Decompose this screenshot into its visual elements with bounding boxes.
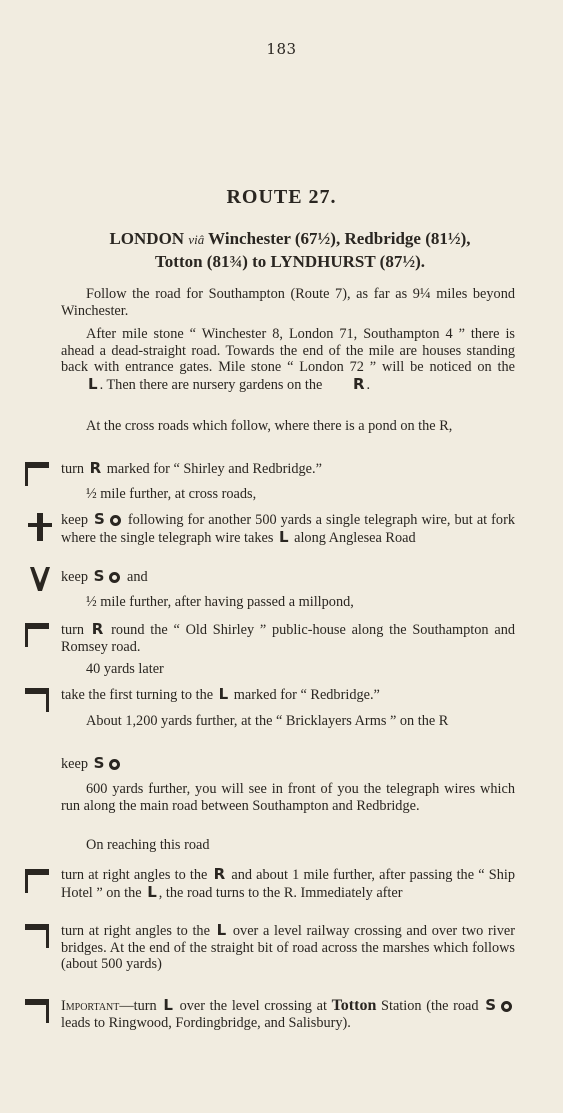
instruction-detail: over a level railway crossing and over two river bridges. At the end of the straight bit of road across the marshes which follows (about 500 yards) <box>61 923 515 973</box>
instruction-detail: and about 1 mile further, after passing the “ Ship Hotel ” on the <box>61 867 515 901</box>
instruction-verb: turn at right angles to the <box>61 923 210 939</box>
instruction-detail: over the level crossing at <box>179 998 327 1014</box>
turn-left-marker-icon-3 <box>25 999 51 1025</box>
instruction-verb: turn at right angles to the <box>61 867 208 883</box>
left-symbol: L <box>218 685 229 703</box>
instruction-turn-right-old-shirley <box>61 621 515 655</box>
instruction-verb: take the first turning to the <box>61 687 214 703</box>
instruction-detail: round the “ Old Shirley ” public-house along the Southampton and Romsey road. <box>61 622 515 655</box>
subtitle-stages: Winchester (67½), Redbridge (81½), <box>208 229 471 248</box>
instruction-turn-right-ship-hotel <box>61 866 515 901</box>
straight-on-icon <box>109 759 120 770</box>
paragraph-2-text: After mile stone “ Winchester 8, London 71, Southampton 4 ” there is ahead a dead-straight road. Towards the end of the mile are houses standing back with entrance gates. Mile stone “ London 72 ” will be noticed on the <box>61 326 515 376</box>
left-symbol: L <box>278 527 289 546</box>
instruction-keep-straight-1 <box>61 511 515 546</box>
left-symbol: L <box>163 996 173 1014</box>
straight-symbol: S <box>94 510 105 528</box>
instruction-verb: keep <box>61 756 88 772</box>
straight-on-icon <box>501 1001 512 1012</box>
right-symbol: R <box>89 459 102 477</box>
instruction-keep-straight-3 <box>61 755 515 773</box>
route-subtitle <box>60 228 520 273</box>
instruction-detail: and <box>126 569 148 585</box>
turn-right-marker-icon-3 <box>25 869 51 895</box>
instruction-verb: keep <box>61 512 88 528</box>
turn-right-marker-icon <box>25 462 51 488</box>
instruction-turn-left-railway <box>61 922 515 973</box>
page-number: 183 <box>266 40 297 58</box>
left-symbol: L <box>88 374 98 393</box>
paragraph-reaching-road: On reaching this road <box>86 837 210 853</box>
turn-left-marker-icon <box>25 688 51 714</box>
instruction-verb: keep <box>61 569 88 585</box>
straight-on-icon <box>110 515 121 526</box>
instruction-detail: marked for “ Redbridge.” <box>233 687 380 703</box>
subtitle-origin: LONDON <box>109 229 185 248</box>
paragraph-600-yards: 600 yards further, you will see in front of you the telegraph wires which run along the main road between Southampton and Redbridge. <box>61 781 515 814</box>
instruction-detail: marked for “ Shirley and Redbridge.” <box>106 461 322 477</box>
paragraph-3: At the cross roads which follow, where there is a pond on the R, <box>86 418 453 434</box>
instruction-detail: following for another 500 yards a single telegraph wire, but at fork where the single telegraph wire takes <box>61 512 515 546</box>
paragraph-2 <box>61 326 515 393</box>
fork-marker-icon <box>30 567 50 591</box>
totton-label: Totton <box>331 997 377 1014</box>
instruction-keep-straight-2 <box>61 568 515 586</box>
important-label: Important <box>61 998 120 1014</box>
instruction-turn-left-redbridge <box>61 686 515 704</box>
turn-right-marker-icon-2 <box>25 623 51 649</box>
turn-left-marker-icon-2 <box>25 924 51 950</box>
left-symbol: L <box>216 921 227 939</box>
right-symbol: R <box>213 865 226 883</box>
straight-on-icon <box>109 572 120 583</box>
paragraph-2-end: . <box>366 376 371 393</box>
instruction-verb: —turn <box>119 998 157 1014</box>
paragraph-half-mile-2: ½ mile further, after having passed a millpond, <box>86 594 354 610</box>
instruction-verb: turn <box>61 622 85 638</box>
right-symbol: R <box>352 374 365 393</box>
right-symbol: R <box>91 620 104 638</box>
paragraph-40-yards: 40 yards later <box>86 661 164 677</box>
instruction-verb: turn <box>61 461 85 477</box>
instruction-turn-right-shirley <box>61 460 515 478</box>
paragraph-bricklayers-arms: About 1,200 yards further, at the “ Bricklayers Arms ” on the R <box>86 713 449 729</box>
straight-symbol: S <box>93 567 105 585</box>
paragraph-half-mile-1: ½ mile further, at cross roads, <box>86 486 257 502</box>
subtitle-via: viâ <box>188 232 205 247</box>
instruction-detail-2: along Anglesea Road <box>294 529 416 546</box>
paragraph-2-mid: . Then there are nursery gardens on the <box>99 376 323 393</box>
instruction-important-turn-left <box>61 997 515 1031</box>
cross-roads-marker-icon <box>28 513 52 541</box>
straight-symbol: S <box>93 754 105 772</box>
left-symbol: L <box>147 882 157 901</box>
straight-symbol: S <box>485 996 496 1014</box>
subtitle-line2: Totton (81¾) to LYNDHURST (87½). <box>155 252 425 271</box>
instruction-detail-2: , the road turns to the R. Immediately after <box>158 884 403 901</box>
instruction-detail-3: leads to Ringwood, Fordingbridge, and Salisbury). <box>61 1014 351 1031</box>
instruction-detail-2: Station (the road <box>381 998 479 1014</box>
route-title: ROUTE 27. <box>226 186 337 208</box>
paragraph-1: Follow the road for Southampton (Route 7), as far as 9¼ miles beyond Winchester. <box>61 286 515 319</box>
